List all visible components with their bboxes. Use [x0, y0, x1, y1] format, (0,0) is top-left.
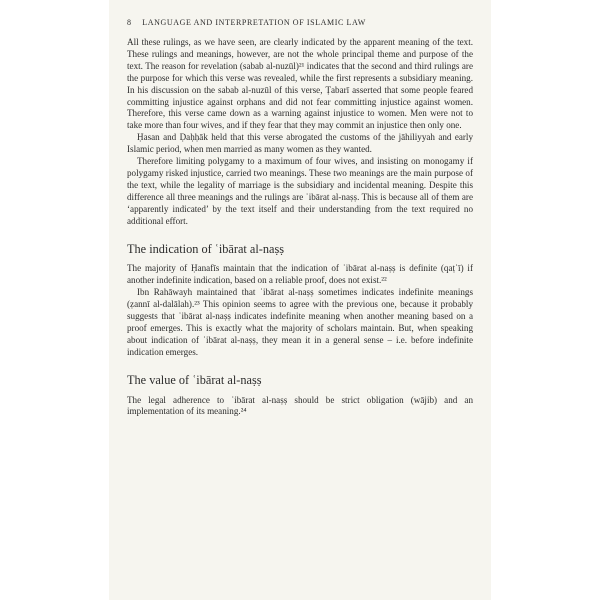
- page-body: [127, 37, 473, 418]
- paragraph: The majority of Ḥanafīs maintain that the indication of ʿibārat al-naṣṣ is definite (qaṭʿī) if another indefinite indication, based on a reliable proof, does not exist.²²: [127, 263, 473, 286]
- book-page: [109, 0, 491, 600]
- running-title: LANGUAGE AND INTERPRETATION OF ISLAMIC LAW: [142, 18, 366, 27]
- section-heading: The value of ʿibārat al-naṣṣ: [127, 372, 262, 387]
- page-number: 8: [127, 18, 132, 27]
- paragraph: Therefore limiting polygamy to a maximum of four wives, and insisting on monogamy if polygamy risked injustice, carried two meanings. These two meanings are the main purpose of the text, while the legality of marriage is the subsidiary and incidental meaning. Despite this difference all three meanings and the rulings are ʿibārat al-naṣṣ. This is because all of them are ‘apparently indicated’ by the text itself and their understanding from the text required no additional effort.: [127, 156, 473, 226]
- section-heading: The indication of ʿibārat al-naṣṣ: [127, 241, 285, 256]
- paragraph: Ḥasan and Ḍaḥḥāk held that this verse abrogated the customs of the jāhiliyyah and early Islamic period, when men married as many women as they wanted.: [127, 132, 473, 155]
- paragraph: Ibn Rahāwayh maintained that ʿibārat al-naṣṣ sometimes indicates indefinite meanings (ẓannī al-dalālah).²³ This opinion seems to agree with the previous one, because it probably suggests that ʿibārat al-naṣṣ indicates indefinite meaning when another meaning based on a proof emerges. This is exactly what the majority of scholars maintain. But, when speaking about indication of ʿibārat al-naṣṣ, they mean it in a general sense – i.e. before indefinite indication emerges.: [127, 287, 473, 357]
- paragraph: The legal adherence to ʿibārat al-naṣṣ should be strict obligation (wājib) and an implementation of its meaning.²⁴: [127, 394, 473, 417]
- paragraph: All these rulings, as we have seen, are clearly indicated by the apparent meaning of the text. These rulings and meanings, however, are not the whole principal theme and purpose of the text. The reason for revelation (sabab al-nuzūl)²¹ indicates that the second and third rulings are the purpose for which this verse was revealed, while the first represents a subsidiary meaning. In his discussion on the sabab al-nuzūl of this verse, Ṭabarī asserted that some people feared committing injustice against orphans and did not fear committing injustice against women. Therefore, this verse came down as a warning against injustice to women. Men were not to take more than four wives, and if they fear that they may commit an injustice then only one.: [127, 37, 473, 131]
- running-header: [127, 18, 473, 27]
